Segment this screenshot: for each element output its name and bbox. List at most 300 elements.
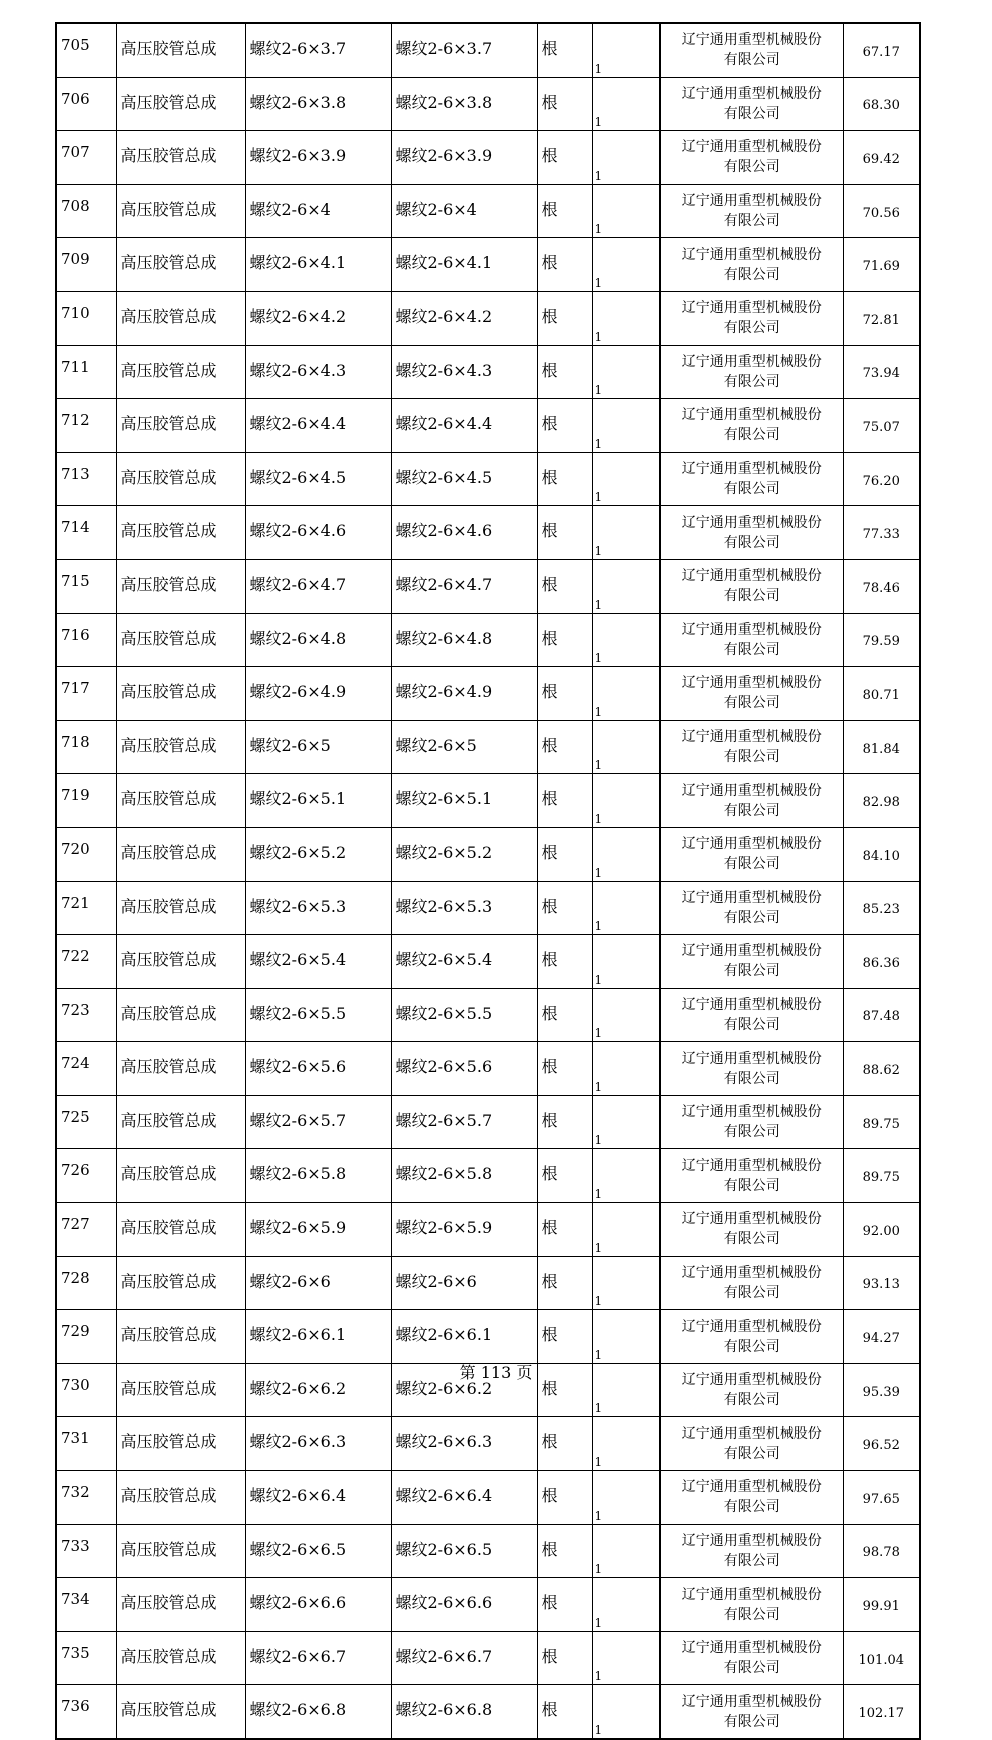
manufacturer-cell <box>660 1203 843 1257</box>
specification-cell: 螺纹2-6×6.2 <box>245 1363 391 1417</box>
item-number-cell: 721 <box>56 881 116 935</box>
specification-cell: 螺纹2-6×6.3 <box>245 1417 391 1471</box>
unit-cell: 根 <box>537 452 592 506</box>
manufacturer-line-1: 辽宁通用重型机械股份 <box>681 1104 822 1121</box>
manufacturer-cell <box>660 238 843 292</box>
unit-cell: 根 <box>537 131 592 185</box>
quantity-cell: 1 <box>592 881 660 935</box>
table-row <box>56 720 920 774</box>
unit-cell: 根 <box>537 345 592 399</box>
quantity-cell: 1 <box>592 559 660 613</box>
quantity-cell: 1 <box>592 1095 660 1149</box>
table-row <box>56 559 920 613</box>
quantity-cell: 1 <box>592 988 660 1042</box>
unit-cell: 根 <box>537 720 592 774</box>
item-number-cell: 720 <box>56 827 116 881</box>
product-name-cell: 高压胶管总成 <box>116 131 245 185</box>
specification-cell: 螺纹2-6×5.8 <box>245 1149 391 1203</box>
manufacturer-cell <box>660 1042 843 1096</box>
price-cell: 92.00 <box>843 1203 920 1257</box>
model-cell: 螺纹2-6×6 <box>391 1256 537 1310</box>
model-cell: 螺纹2-6×4.7 <box>391 559 537 613</box>
model-cell: 螺纹2-6×3.8 <box>391 77 537 131</box>
item-number-cell: 736 <box>56 1685 116 1739</box>
product-name-cell: 高压胶管总成 <box>116 827 245 881</box>
specification-cell: 螺纹2-6×6.7 <box>245 1631 391 1685</box>
product-name-cell: 高压胶管总成 <box>116 1363 245 1417</box>
model-cell: 螺纹2-6×3.9 <box>391 131 537 185</box>
item-number-cell: 711 <box>56 345 116 399</box>
table-row <box>56 23 920 77</box>
specification-cell: 螺纹2-6×5.2 <box>245 827 391 881</box>
quantity-cell: 1 <box>592 1149 660 1203</box>
table-row <box>56 345 920 399</box>
price-cell: 97.65 <box>843 1471 920 1525</box>
item-number-cell: 708 <box>56 184 116 238</box>
quantity-cell: 1 <box>592 1578 660 1632</box>
specification-cell: 螺纹2-6×4.8 <box>245 613 391 667</box>
manufacturer-line-1: 辽宁通用重型机械股份 <box>681 1479 822 1496</box>
manufacturer-line-1: 辽宁通用重型机械股份 <box>681 246 822 263</box>
manufacturer-cell <box>660 1417 843 1471</box>
table-row <box>56 827 920 881</box>
manufacturer-line-2: 有限公司 <box>723 1606 780 1623</box>
unit-cell: 根 <box>537 559 592 613</box>
table-row <box>56 1417 920 1471</box>
item-number-cell: 725 <box>56 1095 116 1149</box>
table-row <box>56 667 920 721</box>
model-cell: 螺纹2-6×4.2 <box>391 291 537 345</box>
item-number-cell: 735 <box>56 1631 116 1685</box>
unit-cell: 根 <box>537 1310 592 1364</box>
quantity-cell: 1 <box>592 935 660 989</box>
unit-cell: 根 <box>537 1042 592 1096</box>
model-cell: 螺纹2-6×4 <box>391 184 537 238</box>
manufacturer-line-2: 有限公司 <box>723 373 780 390</box>
manufacturer-line-1: 辽宁通用重型机械股份 <box>681 1532 822 1549</box>
specification-cell: 螺纹2-6×6.6 <box>245 1578 391 1632</box>
item-number-cell: 734 <box>56 1578 116 1632</box>
manufacturer-line-2: 有限公司 <box>723 159 780 176</box>
manufacturer-line-1: 辽宁通用重型机械股份 <box>681 1693 822 1710</box>
model-cell: 螺纹2-6×4.9 <box>391 667 537 721</box>
model-cell: 螺纹2-6×3.7 <box>391 23 537 77</box>
manufacturer-cell <box>660 1578 843 1632</box>
specification-cell: 螺纹2-6×4.5 <box>245 452 391 506</box>
model-cell: 螺纹2-6×4.4 <box>391 399 537 453</box>
manufacturer-cell <box>660 452 843 506</box>
quantity-cell: 1 <box>592 1042 660 1096</box>
item-number-cell: 716 <box>56 613 116 667</box>
manufacturer-cell <box>660 774 843 828</box>
table-row <box>56 1256 920 1310</box>
manufacturer-cell <box>660 881 843 935</box>
quantity-cell: 1 <box>592 1203 660 1257</box>
table-body <box>56 23 920 1739</box>
item-number-cell: 710 <box>56 291 116 345</box>
quantity-cell: 1 <box>592 1256 660 1310</box>
manufacturer-cell <box>660 1471 843 1525</box>
product-name-cell: 高压胶管总成 <box>116 238 245 292</box>
manufacturer-cell <box>660 1685 843 1739</box>
unit-cell: 根 <box>537 1256 592 1310</box>
item-number-cell: 726 <box>56 1149 116 1203</box>
model-cell: 螺纹2-6×6.5 <box>391 1524 537 1578</box>
unit-cell: 根 <box>537 935 592 989</box>
product-name-cell: 高压胶管总成 <box>116 881 245 935</box>
unit-cell: 根 <box>537 184 592 238</box>
manufacturer-cell <box>660 935 843 989</box>
unit-cell: 根 <box>537 238 592 292</box>
specification-cell: 螺纹2-6×5.3 <box>245 881 391 935</box>
manufacturer-line-2: 有限公司 <box>723 909 780 926</box>
manufacturer-cell <box>660 77 843 131</box>
quantity-cell: 1 <box>592 23 660 77</box>
product-name-cell: 高压胶管总成 <box>116 1524 245 1578</box>
specification-cell: 螺纹2-6×6.8 <box>245 1685 391 1739</box>
manufacturer-line-1: 辽宁通用重型机械股份 <box>681 996 822 1013</box>
unit-cell: 根 <box>537 1095 592 1149</box>
product-name-cell: 高压胶管总成 <box>116 399 245 453</box>
quantity-cell: 1 <box>592 1417 660 1471</box>
manufacturer-line-2: 有限公司 <box>723 1124 780 1141</box>
price-cell: 89.75 <box>843 1149 920 1203</box>
price-cell: 73.94 <box>843 345 920 399</box>
manufacturer-cell <box>660 291 843 345</box>
unit-cell: 根 <box>537 1203 592 1257</box>
product-name-cell: 高压胶管总成 <box>116 1256 245 1310</box>
price-cell: 76.20 <box>843 452 920 506</box>
manufacturer-line-2: 有限公司 <box>723 1713 780 1730</box>
item-number-cell: 731 <box>56 1417 116 1471</box>
manufacturer-line-2: 有限公司 <box>723 1284 780 1301</box>
table-row <box>56 1631 920 1685</box>
manufacturer-cell <box>660 559 843 613</box>
specification-cell: 螺纹2-6×6.4 <box>245 1471 391 1525</box>
model-cell: 螺纹2-6×5.9 <box>391 1203 537 1257</box>
price-cell: 88.62 <box>843 1042 920 1096</box>
price-cell: 81.84 <box>843 720 920 774</box>
manufacturer-line-2: 有限公司 <box>723 1338 780 1355</box>
product-name-cell: 高压胶管总成 <box>116 667 245 721</box>
item-number-cell: 722 <box>56 935 116 989</box>
specification-cell: 螺纹2-6×4.7 <box>245 559 391 613</box>
manufacturer-line-2: 有限公司 <box>723 534 780 551</box>
specification-cell: 螺纹2-6×6 <box>245 1256 391 1310</box>
price-list-table <box>55 22 921 1740</box>
manufacturer-line-2: 有限公司 <box>723 266 780 283</box>
manufacturer-cell <box>660 1310 843 1364</box>
manufacturer-line-1: 辽宁通用重型机械股份 <box>681 139 822 156</box>
table-row <box>56 1310 920 1364</box>
table-row <box>56 291 920 345</box>
unit-cell: 根 <box>537 506 592 560</box>
item-number-cell: 709 <box>56 238 116 292</box>
item-number-cell: 724 <box>56 1042 116 1096</box>
price-cell: 86.36 <box>843 935 920 989</box>
unit-cell: 根 <box>537 77 592 131</box>
item-number-cell: 733 <box>56 1524 116 1578</box>
product-name-cell: 高压胶管总成 <box>116 1149 245 1203</box>
manufacturer-line-2: 有限公司 <box>723 1177 780 1194</box>
model-cell: 螺纹2-6×5.1 <box>391 774 537 828</box>
manufacturer-cell <box>660 506 843 560</box>
product-name-cell: 高压胶管总成 <box>116 77 245 131</box>
manufacturer-cell <box>660 1256 843 1310</box>
unit-cell: 根 <box>537 988 592 1042</box>
product-name-cell: 高压胶管总成 <box>116 345 245 399</box>
product-name-cell: 高压胶管总成 <box>116 774 245 828</box>
manufacturer-line-1: 辽宁通用重型机械股份 <box>681 461 822 478</box>
quantity-cell: 1 <box>592 1524 660 1578</box>
price-cell: 98.78 <box>843 1524 920 1578</box>
specification-cell: 螺纹2-6×4 <box>245 184 391 238</box>
manufacturer-line-2: 有限公司 <box>723 1552 780 1569</box>
price-cell: 93.13 <box>843 1256 920 1310</box>
quantity-cell: 1 <box>592 131 660 185</box>
model-cell: 螺纹2-6×5.7 <box>391 1095 537 1149</box>
specification-cell: 螺纹2-6×5.6 <box>245 1042 391 1096</box>
manufacturer-line-2: 有限公司 <box>723 802 780 819</box>
unit-cell: 根 <box>537 291 592 345</box>
manufacturer-line-1: 辽宁通用重型机械股份 <box>681 675 822 692</box>
table-row <box>56 1149 920 1203</box>
specification-cell: 螺纹2-6×5.4 <box>245 935 391 989</box>
product-name-cell: 高压胶管总成 <box>116 1203 245 1257</box>
quantity-cell: 1 <box>592 1310 660 1364</box>
model-cell: 螺纹2-6×5.2 <box>391 827 537 881</box>
item-number-cell: 707 <box>56 131 116 185</box>
manufacturer-line-2: 有限公司 <box>723 963 780 980</box>
manufacturer-cell <box>660 1095 843 1149</box>
price-cell: 75.07 <box>843 399 920 453</box>
specification-cell: 螺纹2-6×6.5 <box>245 1524 391 1578</box>
model-cell: 螺纹2-6×4.6 <box>391 506 537 560</box>
price-cell: 79.59 <box>843 613 920 667</box>
table-row <box>56 184 920 238</box>
table-row <box>56 613 920 667</box>
product-name-cell: 高压胶管总成 <box>116 988 245 1042</box>
unit-cell: 根 <box>537 1471 592 1525</box>
manufacturer-line-1: 辽宁通用重型机械股份 <box>681 1264 822 1281</box>
price-cell: 82.98 <box>843 774 920 828</box>
manufacturer-cell <box>660 988 843 1042</box>
price-cell: 87.48 <box>843 988 920 1042</box>
manufacturer-line-2: 有限公司 <box>723 481 780 498</box>
model-cell: 螺纹2-6×4.1 <box>391 238 537 292</box>
model-cell: 螺纹2-6×5.6 <box>391 1042 537 1096</box>
table-row <box>56 1042 920 1096</box>
table-row <box>56 1685 920 1739</box>
model-cell: 螺纹2-6×6.4 <box>391 1471 537 1525</box>
item-number-cell: 714 <box>56 506 116 560</box>
price-cell: 102.17 <box>843 1685 920 1739</box>
manufacturer-line-1: 辽宁通用重型机械股份 <box>681 85 822 102</box>
unit-cell: 根 <box>537 881 592 935</box>
price-cell: 99.91 <box>843 1578 920 1632</box>
quantity-cell: 1 <box>592 1631 660 1685</box>
product-name-cell: 高压胶管总成 <box>116 291 245 345</box>
item-number-cell: 723 <box>56 988 116 1042</box>
quantity-cell: 1 <box>592 774 660 828</box>
specification-cell: 螺纹2-6×5.5 <box>245 988 391 1042</box>
table-row <box>56 452 920 506</box>
model-cell: 螺纹2-6×5.4 <box>391 935 537 989</box>
product-name-cell: 高压胶管总成 <box>116 1310 245 1364</box>
manufacturer-line-1: 辽宁通用重型机械股份 <box>681 568 822 585</box>
product-name-cell: 高压胶管总成 <box>116 184 245 238</box>
manufacturer-cell <box>660 345 843 399</box>
specification-cell: 螺纹2-6×6.1 <box>245 1310 391 1364</box>
product-name-cell: 高压胶管总成 <box>116 720 245 774</box>
item-number-cell: 728 <box>56 1256 116 1310</box>
price-cell: 67.17 <box>843 23 920 77</box>
manufacturer-cell <box>660 399 843 453</box>
manufacturer-line-1: 辽宁通用重型机械股份 <box>681 193 822 210</box>
price-cell: 78.46 <box>843 559 920 613</box>
item-number-cell: 730 <box>56 1363 116 1417</box>
item-number-cell: 718 <box>56 720 116 774</box>
quantity-cell: 1 <box>592 1471 660 1525</box>
manufacturer-line-2: 有限公司 <box>723 1070 780 1087</box>
unit-cell: 根 <box>537 1685 592 1739</box>
model-cell: 螺纹2-6×6.2 <box>391 1363 537 1417</box>
manufacturer-line-2: 有限公司 <box>723 1392 780 1409</box>
price-cell: 71.69 <box>843 238 920 292</box>
table-row <box>56 935 920 989</box>
manufacturer-line-2: 有限公司 <box>723 52 780 69</box>
item-number-cell: 717 <box>56 667 116 721</box>
unit-cell: 根 <box>537 1524 592 1578</box>
table-row <box>56 1203 920 1257</box>
unit-cell: 根 <box>537 399 592 453</box>
price-cell: 89.75 <box>843 1095 920 1149</box>
manufacturer-line-1: 辽宁通用重型机械股份 <box>681 943 822 960</box>
manufacturer-cell <box>660 1631 843 1685</box>
manufacturer-line-2: 有限公司 <box>723 856 780 873</box>
price-cell: 85.23 <box>843 881 920 935</box>
product-name-cell: 高压胶管总成 <box>116 1685 245 1739</box>
product-name-cell: 高压胶管总成 <box>116 1631 245 1685</box>
item-number-cell: 732 <box>56 1471 116 1525</box>
quantity-cell: 1 <box>592 399 660 453</box>
model-cell: 螺纹2-6×6.3 <box>391 1417 537 1471</box>
table-row <box>56 1471 920 1525</box>
quantity-cell: 1 <box>592 77 660 131</box>
quantity-cell: 1 <box>592 238 660 292</box>
quantity-cell: 1 <box>592 613 660 667</box>
manufacturer-cell <box>660 720 843 774</box>
manufacturer-cell <box>660 1149 843 1203</box>
item-number-cell: 719 <box>56 774 116 828</box>
product-name-cell: 高压胶管总成 <box>116 935 245 989</box>
unit-cell: 根 <box>537 827 592 881</box>
manufacturer-line-1: 辽宁通用重型机械股份 <box>681 1586 822 1603</box>
specification-cell: 螺纹2-6×4.1 <box>245 238 391 292</box>
manufacturer-cell <box>660 613 843 667</box>
quantity-cell: 1 <box>592 1685 660 1739</box>
manufacturer-line-2: 有限公司 <box>723 1660 780 1677</box>
specification-cell: 螺纹2-6×3.7 <box>245 23 391 77</box>
page-number: 第 113 页 <box>459 1363 533 1382</box>
price-cell: 77.33 <box>843 506 920 560</box>
item-number-cell: 712 <box>56 399 116 453</box>
manufacturer-cell <box>660 131 843 185</box>
manufacturer-cell <box>660 23 843 77</box>
table-row <box>56 77 920 131</box>
specification-cell: 螺纹2-6×3.8 <box>245 77 391 131</box>
manufacturer-line-2: 有限公司 <box>723 1231 780 1248</box>
manufacturer-line-1: 辽宁通用重型机械股份 <box>681 889 822 906</box>
manufacturer-line-1: 辽宁通用重型机械股份 <box>681 407 822 424</box>
manufacturer-line-2: 有限公司 <box>723 695 780 712</box>
specification-cell: 螺纹2-6×5.7 <box>245 1095 391 1149</box>
product-name-cell: 高压胶管总成 <box>116 1578 245 1632</box>
manufacturer-line-1: 辽宁通用重型机械股份 <box>681 514 822 531</box>
model-cell: 螺纹2-6×6.1 <box>391 1310 537 1364</box>
price-cell: 69.42 <box>843 131 920 185</box>
item-number-cell: 729 <box>56 1310 116 1364</box>
manufacturer-line-1: 辽宁通用重型机械股份 <box>681 621 822 638</box>
quantity-cell: 1 <box>592 667 660 721</box>
manufacturer-line-2: 有限公司 <box>723 105 780 122</box>
manufacturer-line-2: 有限公司 <box>723 1499 780 1516</box>
manufacturer-line-1: 辽宁通用重型机械股份 <box>681 1372 822 1389</box>
item-number-cell: 727 <box>56 1203 116 1257</box>
manufacturer-cell <box>660 827 843 881</box>
specification-cell: 螺纹2-6×3.9 <box>245 131 391 185</box>
item-number-cell: 713 <box>56 452 116 506</box>
manufacturer-line-1: 辽宁通用重型机械股份 <box>681 1425 822 1442</box>
specification-cell: 螺纹2-6×4.9 <box>245 667 391 721</box>
manufacturer-line-1: 辽宁通用重型机械股份 <box>681 782 822 799</box>
table-row <box>56 774 920 828</box>
unit-cell: 根 <box>537 1417 592 1471</box>
manufacturer-line-1: 辽宁通用重型机械股份 <box>681 32 822 49</box>
manufacturer-line-2: 有限公司 <box>723 213 780 230</box>
specification-cell: 螺纹2-6×4.2 <box>245 291 391 345</box>
quantity-cell: 1 <box>592 506 660 560</box>
manufacturer-line-1: 辽宁通用重型机械股份 <box>681 1157 822 1174</box>
product-name-cell: 高压胶管总成 <box>116 1042 245 1096</box>
manufacturer-cell <box>660 1524 843 1578</box>
table-row <box>56 238 920 292</box>
item-number-cell: 705 <box>56 23 116 77</box>
manufacturer-line-1: 辽宁通用重型机械股份 <box>681 836 822 853</box>
table-row <box>56 506 920 560</box>
model-cell: 螺纹2-6×4.5 <box>391 452 537 506</box>
unit-cell: 根 <box>537 1149 592 1203</box>
manufacturer-line-1: 辽宁通用重型机械股份 <box>681 729 822 746</box>
specification-cell: 螺纹2-6×5.1 <box>245 774 391 828</box>
manufacturer-line-1: 辽宁通用重型机械股份 <box>681 1640 822 1657</box>
item-number-cell: 715 <box>56 559 116 613</box>
price-cell: 96.52 <box>843 1417 920 1471</box>
table-row <box>56 1524 920 1578</box>
product-name-cell: 高压胶管总成 <box>116 1471 245 1525</box>
manufacturer-line-1: 辽宁通用重型机械股份 <box>681 1050 822 1067</box>
quantity-cell: 1 <box>592 291 660 345</box>
model-cell: 螺纹2-6×5.5 <box>391 988 537 1042</box>
model-cell: 螺纹2-6×6.7 <box>391 1631 537 1685</box>
price-cell: 80.71 <box>843 667 920 721</box>
product-name-cell: 高压胶管总成 <box>116 23 245 77</box>
product-name-cell: 高压胶管总成 <box>116 1417 245 1471</box>
manufacturer-line-1: 辽宁通用重型机械股份 <box>681 1211 822 1228</box>
table-row <box>56 1578 920 1632</box>
table-row <box>56 988 920 1042</box>
unit-cell: 根 <box>537 1631 592 1685</box>
